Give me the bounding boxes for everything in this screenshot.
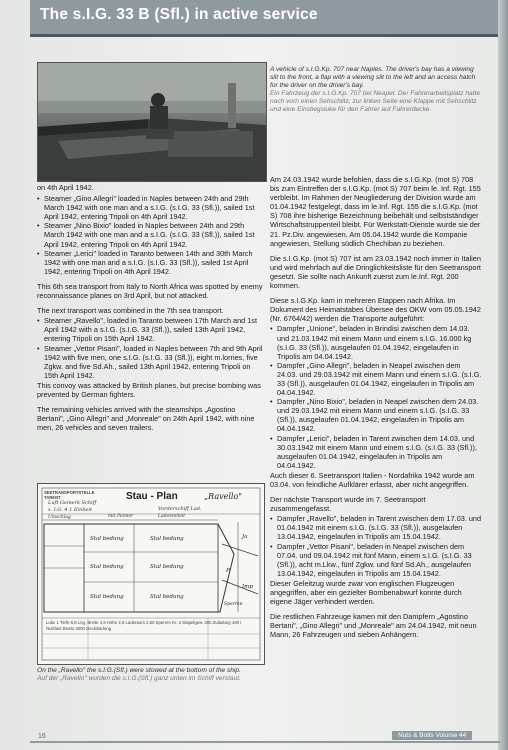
- side-label: Ja: [242, 534, 248, 540]
- plan-note: Ladeeinheit: [158, 514, 186, 519]
- photo-caption-english: A vehicle of s.I.G.Kp. 707 near Naples. The driver's bay has a viewing slit to the front, a flap with a viewing slit to the left and an access hatch for the driver on the driver's bay.: [270, 66, 476, 90]
- english-paragraph: This 6th sea transport from Italy to North Africa was spotted by enemy reconnaissance planes on 3rd April, but not attacked.: [37, 281, 263, 301]
- german-paragraph: Am 24.03.1942 wurde befohlen, dass die s.I.G.Kp. (mot S) 708 bis zum Eintreffen der s.I.G.Kp. (mot S) 707 beim le. Inf. Rgt. 155 verbleibt. Im Rahmen der Neugliederung der Division wurde am 01.04.1942 festgelegt, dass im le.Inf. Rgt. 155 die s.I.G.Kp. (mot S) 708 ihre bisherige Bezeichnung beibehält und selbstständiger Wirtschaftstruppenteil bleibt. Für Werkstatt-Dienste wurde sie der 21. Pz.Div. angewiesen. Am 05.04.1942 wurde die Kompanie angewiesen, Stellung südlich Chechiban zu beziehen.: [270, 175, 481, 248]
- plan-title: Stau - Plan: [126, 491, 178, 502]
- list-item: • Dampfer „Nino Bixio", beladen in Neapel zwischen dem 24.03. und 29.03.1942 mit einem Mann und einem s.I.G. (s.I.G. 33 (Sfl.)), ausgelaufen 01.04.1942, eingelaufen in Tripolis am 04.04.1942.: [270, 397, 482, 433]
- plan-note: Vorderschiff Lad.: [158, 506, 202, 512]
- german-paragraph: Diese s.I.G.Kp. kam in mehreren Etappen nach Afrika. Im Dokument des Heimatstabes Übersee des OKW vom 05.05.1942 (Nr. 6764/42) werden die Transporte aufgeführt:: [270, 296, 481, 324]
- list-item: • Steamer „Nino Bixio" loaded in Naples between 24th and 29th March 1942 with one man and a s.I.G. (s.I.G. 33 (Sfl.)), sailed 1st April 1942, entering Tripoli on 4th April 1942.: [37, 221, 265, 248]
- stowage-plan-document: [37, 483, 265, 665]
- side-label: Imp: [242, 584, 253, 590]
- footer-rule: [30, 741, 500, 743]
- hold-label: Stal bedung: [90, 594, 124, 600]
- side-label: Sperren: [224, 602, 243, 607]
- page-edge-shade: [498, 0, 508, 750]
- plan-note: mit Pionier: [108, 514, 134, 519]
- photo-caption-german: Ein Fahrzeug der s.I.G.Kp. 707 bei Neapel. Der Fahrerarbeitsplatz hatte nach vorn einen Sehschlitz, zur linken Seite eine Klappe mit Sehschlitz und eine Einstiegsluke für den Fahrer auf Fahrerdecke.: [270, 90, 481, 114]
- side-label: P: [226, 568, 230, 574]
- photo-caption: [270, 66, 482, 115]
- english-intro: on 4th April 1942.: [37, 183, 94, 192]
- german-paragraph: Der nächste Transport wurde im 7. Seetransport zusammengefasst.: [270, 495, 426, 514]
- german-paragraph: Die s.I.G.Kp. (mot S) 707 ist am 23.03.1942 noch immer in Italien und wird mehrfach auf die Dringlichkeitsliste für den Seetransport gesetzt. Sie sollte nach Ankunft zuerst zum le.Inf. Rgt. 200 kommen.: [270, 253, 481, 291]
- hold-label: Stal bedung: [90, 536, 124, 542]
- plan-ship-name: „Ravello": [204, 492, 242, 501]
- plan-caption-english: On the „Ravello" the s.I.G.(Sfl.) were stowed at the bottom of the ship.: [37, 667, 241, 674]
- plan-stamp: SEETRANSPORTSTELLE TARENT: [44, 490, 95, 500]
- hold-label: Stal bedung: [150, 594, 184, 600]
- list-item: • Dampfer „Unione", beladen in Brindisi zwischen dem 14.03. und 21.03.1942 mit einem Mann und einem s.I.G. 16.000 kg (s.I.G. 33 (Sfl.)), ausgelaufen 01.04.1942, eingelaufen in Tripolis am 04.04.1942.: [270, 324, 482, 360]
- list-item: • Steamer „Ravello", loaded in Taranto between 17th March and 1st April 1942 with a s.I.G. (s.I.G. 33 (Sfl.)), sailed 13th April 1942, entering Tripoli on 15th April 1942.: [37, 316, 265, 343]
- list-item: • Dampfer „Vettor Pisani", beladen in Neapel zwischen dem 07.04. und 09.04.1942 mit fünf Mann, einem s.I.G. (s.I.G. 33 (Sfl.)), acht m.Lkw., fünf Zgkw. und fünf Sd.Ah., ausgelaufen 13.04.1942, eingelaufen in Tripolis am 15.04.1942.: [270, 542, 482, 578]
- plan-caption-german: Auf der „Ravello" wurden die s.I.G.(Sfl.) ganz unten im Schiff verstaut.: [37, 675, 241, 683]
- german-transport-list-2: [270, 514, 482, 578]
- english-text-column: [37, 183, 265, 438]
- english-paragraph: The remaining vehicles arrived with the steamships „Agostino Bertani", „Gino Allegri" and „Monreale" on 24th April 1942, with nine men, 26 vehicles and seven trailers.: [37, 405, 255, 433]
- list-item: • Steamer „Lerici" loaded in Taranto between 14th and 30th March 1942 with one man and a s.I.G. (s.I.G. 33 (Sfl.)), sailed 1st April 1942, entering Tripoli on 4th April 1942.: [37, 249, 265, 276]
- list-item: • Dampfer „Lerici", beladen in Tarent zwischen dem 14.03. und 30.03.1942 mit einem Mann und einem s.I.G. (s.I.G. 33 (Sfl.)), ausgelaufen 01.04.1942, eingelaufen in Tripolis am 04.04.1942.: [270, 434, 482, 470]
- hold-label: Stal bedung: [150, 536, 184, 542]
- list-item: • Dampfer „Gino Allegri", beladen in Neapel zwischen dem 24.03. und 29.03.1942 mit einem Mann und einem s.I.G. (s.I.G. 33 (Sfl.)), ausgelaufen 01.04.1942, eingelaufen in Tripolis am 04.04.1942.: [270, 361, 482, 397]
- plan-note: s. I.G. 4 1 Einheit: [48, 507, 93, 513]
- vehicle-photo: [37, 62, 267, 182]
- list-item: • Steamer „Vettor Pisani", loaded in Naples between 7th and 9th April 1942 with five men, one s.I.G. (s.I.G. 33 (Sfl.)), eight m.lorries, five Zgkw. and five Sd.Ah., sailed 13th April 1942, entering Tripoli on 15th April 1942.: [37, 344, 265, 380]
- plan-note: Luft Gemerk Schiff: [48, 500, 97, 506]
- english-paragraph: This convoy was attacked by British planes, but precise bombing was prevented by German fighters.: [37, 380, 261, 399]
- plan-caption: [37, 667, 263, 683]
- plan-legend: Luke 1 Tiefe 6,6 Lng. Breite 4,8 Höhe 2,6 Laderaum 2,60 Sperren Kr. 2 Stapelgew. 200 Zuladung 190 t Nutzlast Brutto 3000 Decksladung: [46, 620, 242, 631]
- list-item: • Steamer „Gino Allegri" loaded in Naples between 24th and 29th March 1942 with one man and a s.I.G. (s.I.G. 33 (Sfl.)), sailed 1st April 1942, entering Tripoli on 4th April 1942.: [37, 194, 265, 221]
- hold-label: Stal bedung: [90, 564, 124, 570]
- german-text-column: [270, 175, 482, 646]
- english-transport-list-2: [37, 316, 265, 380]
- hold-label: Stal bedung: [150, 564, 184, 570]
- german-transport-list-1: [270, 324, 482, 470]
- page-title: The s.I.G. 33 B (Sfl.) in active service: [40, 6, 318, 23]
- plan-note: Umschlag: [48, 515, 71, 520]
- english-paragraph: The next transport was combined in the 7th sea transport.: [37, 306, 224, 316]
- page-number: 16: [38, 733, 46, 740]
- german-paragraph: Die restlichen Fahrzeuge kamen mit den Dampfern „Agostino Bertani", „Gino Allegri" und „Monreale" am 24.04.1942, mit neun Mann, 26 Fahrzeugen und sieben Anhängern.: [270, 612, 477, 640]
- list-item: • Dampfer „Ravello", beladen in Tarent zwischen dem 17.03. und 01.04.1942 mit einem s.I.G. (s.I.G. 33 (Sfl.)), ausgelaufen 13.04.1942, eingelaufen in Tripolis am 15.04.1942.: [270, 514, 482, 541]
- vehicle-photo-drawing: [38, 63, 266, 181]
- publication-name: Nuts & Bolts Volume 44: [392, 731, 472, 740]
- german-paragraph: Auch dieser 6. Seetransport Italien - Nordafrika 1942 wurde am 03.04. von feindliche Aufklärer erfasst, aber nicht angegriffen.: [270, 470, 475, 489]
- german-paragraph: Dieser Geleitzug wurde zwar von englischen Flugzeugen angegriffen, aber ein gezielter Bombenabwurf konnte durch eigene Jäger verhindert werden.: [270, 578, 462, 607]
- english-transport-list-1: [37, 194, 265, 276]
